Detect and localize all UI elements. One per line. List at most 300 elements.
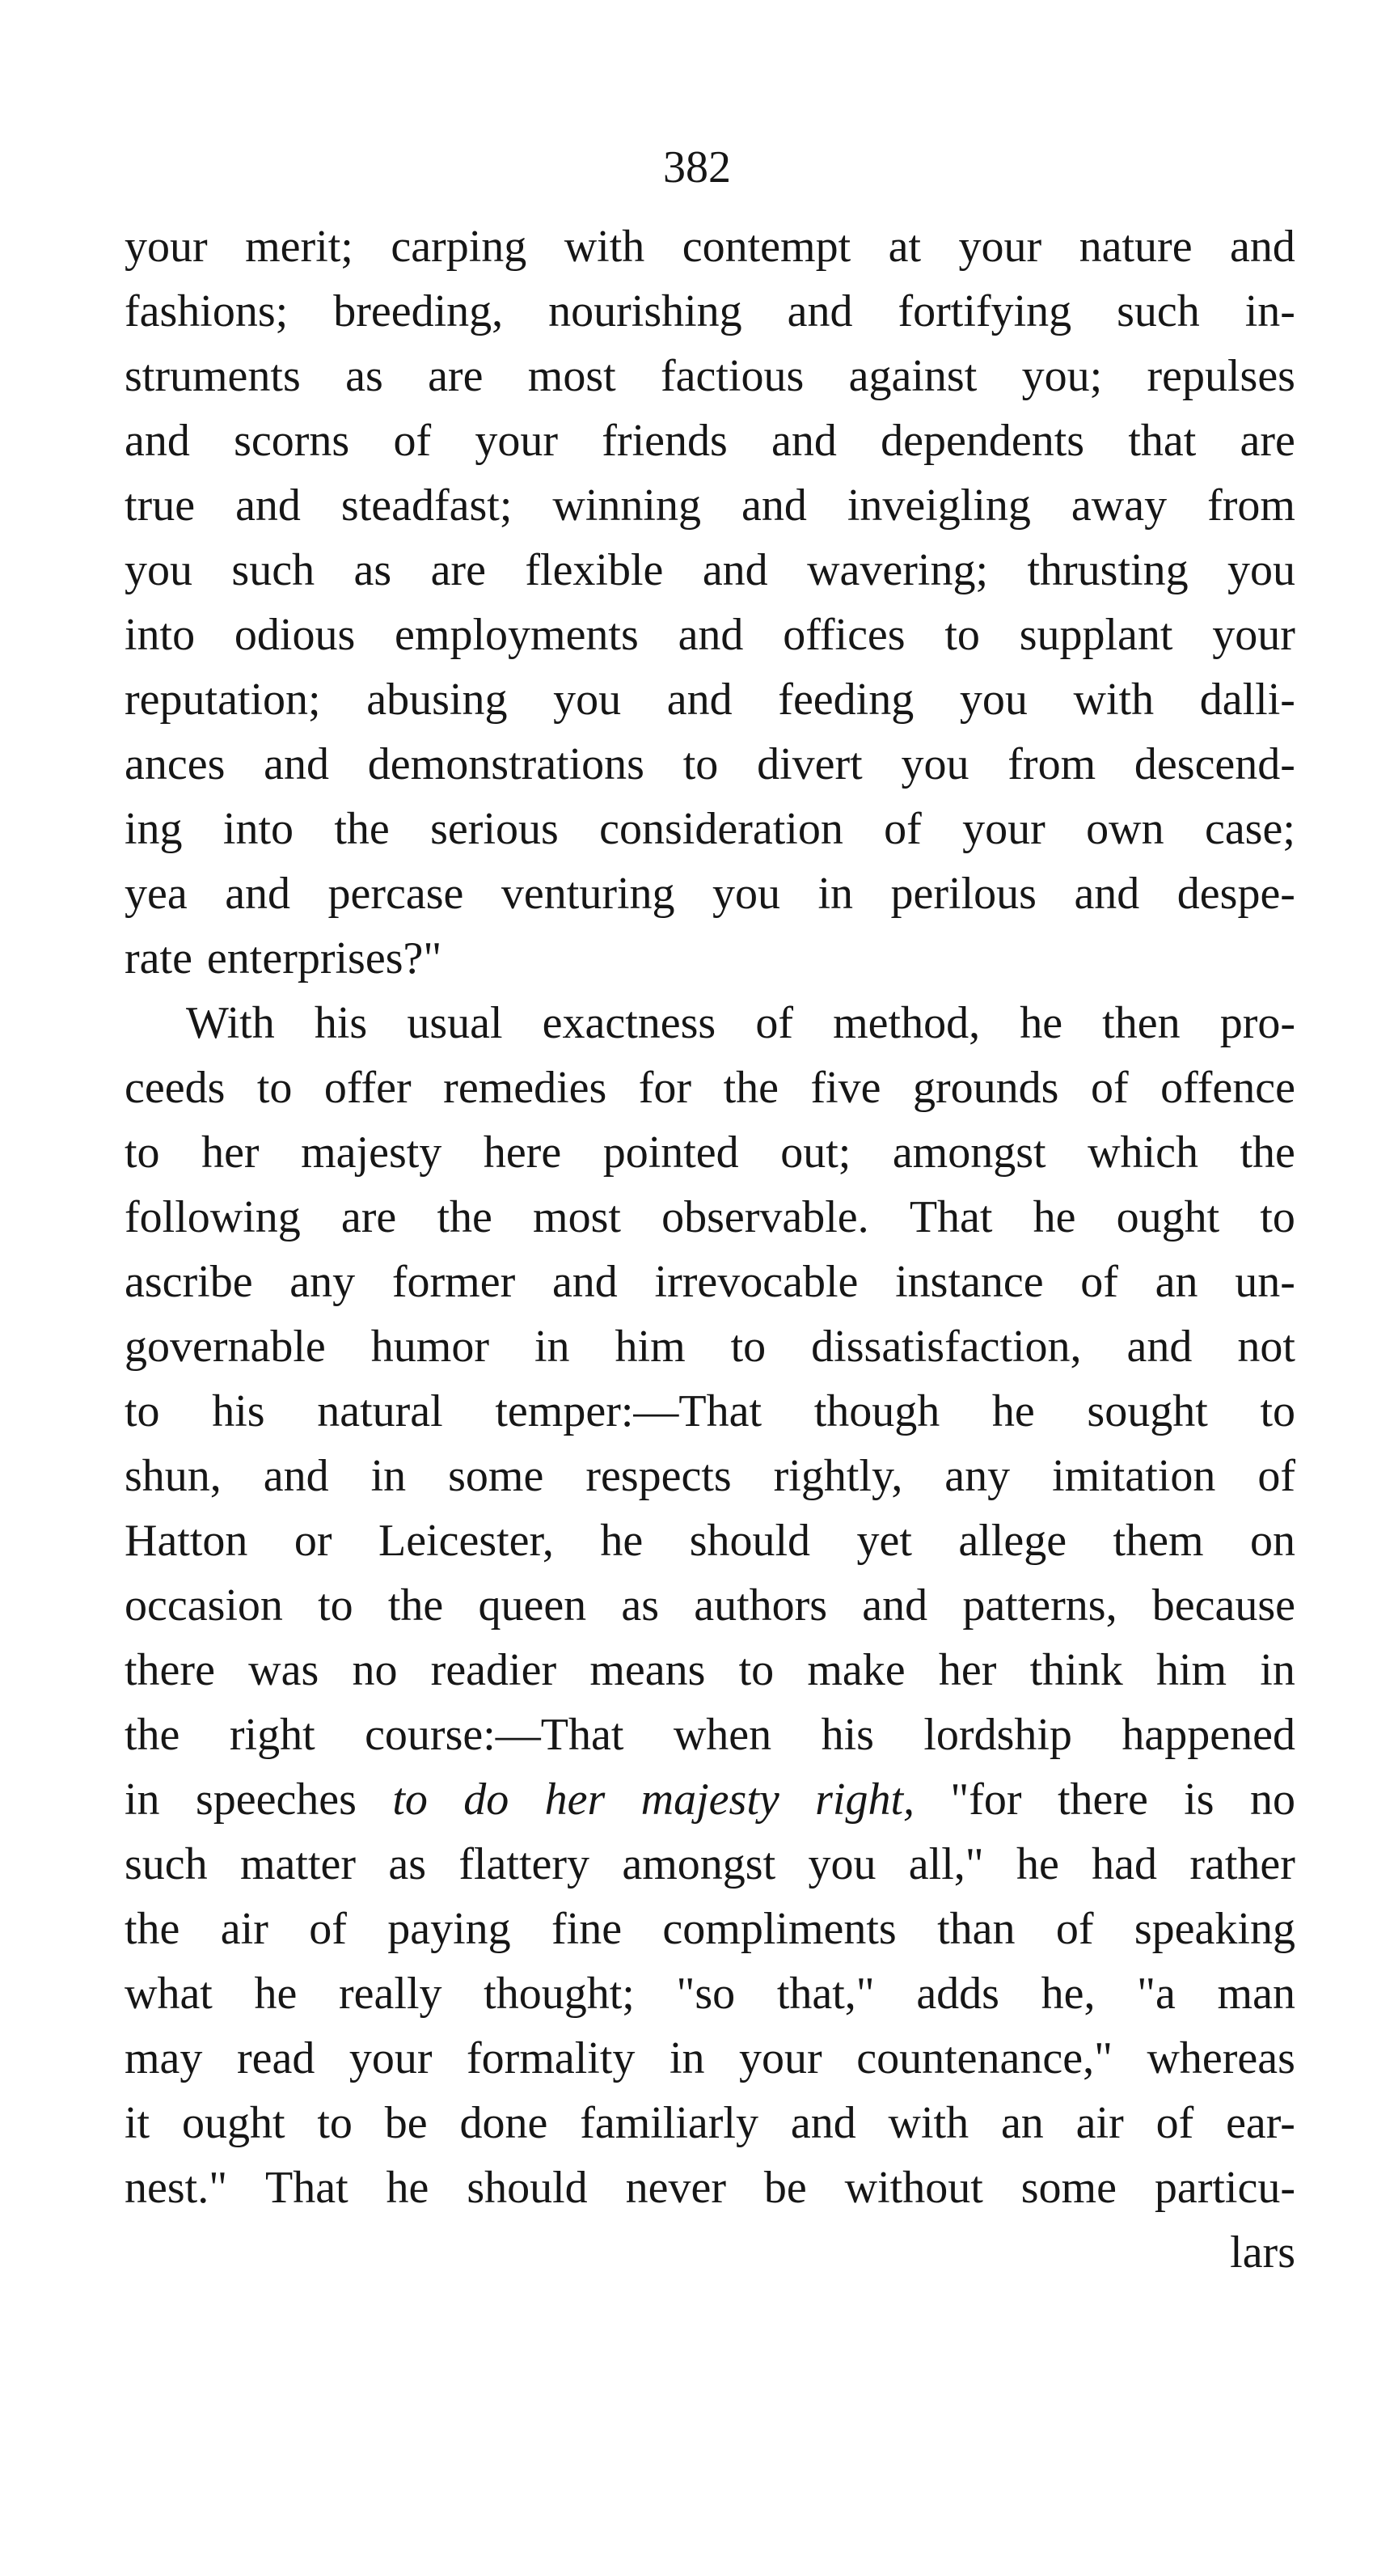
text-line	[125, 1961, 1295, 2026]
word: his	[314, 998, 368, 1048]
word: and	[666, 675, 733, 725]
word: patterns,	[962, 1580, 1117, 1631]
word: ought	[181, 2098, 285, 2148]
word: the	[334, 804, 390, 854]
word: such	[125, 1839, 208, 1889]
word: of	[309, 1904, 347, 1954]
word: an	[1155, 1257, 1198, 1307]
word: respects	[585, 1451, 732, 1501]
word: as	[345, 351, 383, 401]
text-line	[125, 279, 1295, 344]
word: was	[248, 1645, 319, 1695]
word: some	[448, 1451, 544, 1501]
word: That	[265, 2163, 348, 2213]
word: Leicester,	[378, 1516, 554, 1566]
word: and	[235, 480, 301, 531]
word: the	[387, 1580, 444, 1631]
word: formality	[467, 2033, 636, 2083]
word: compliments	[662, 1904, 897, 1954]
word: your	[962, 804, 1046, 854]
word: With	[186, 998, 275, 1048]
word: out;	[780, 1127, 851, 1178]
word: an	[1000, 2098, 1044, 2148]
word: paying	[387, 1904, 511, 1954]
word: usual	[407, 998, 503, 1048]
word: to	[738, 1645, 775, 1695]
text-line	[125, 861, 1295, 926]
word: in	[669, 2033, 705, 2083]
word: offence	[1160, 1063, 1295, 1113]
word: That	[909, 1192, 993, 1242]
word: and	[787, 286, 853, 336]
word: to	[256, 1063, 293, 1113]
word: into	[125, 610, 196, 660]
word: employments	[395, 610, 639, 660]
text-line	[125, 1573, 1295, 1638]
word: no	[352, 1645, 398, 1695]
word: thought;	[484, 1969, 635, 2019]
word: pro-	[1219, 998, 1295, 1048]
text-line	[125, 2091, 1295, 2155]
word: instance	[895, 1257, 1044, 1307]
text-line	[125, 1638, 1295, 1703]
word: observable.	[661, 1192, 869, 1242]
word: speaking	[1134, 1904, 1295, 1954]
word: to	[1260, 1386, 1295, 1436]
word: pointed	[602, 1127, 739, 1178]
word: that	[1128, 416, 1197, 466]
word: offices	[783, 610, 906, 660]
word: your	[739, 2033, 822, 2083]
word: here	[483, 1127, 562, 1178]
word: which	[1088, 1127, 1198, 1178]
word: at	[888, 222, 922, 272]
word: and	[1074, 869, 1140, 919]
word: you	[1227, 545, 1295, 595]
word: of	[1055, 1904, 1094, 1954]
word: of	[1155, 2098, 1194, 2148]
word: steadfast;	[340, 480, 513, 531]
word: contempt	[682, 222, 851, 272]
word: man	[1217, 1969, 1295, 2019]
word: fashions;	[125, 286, 289, 336]
word: the	[723, 1063, 779, 1113]
word: to	[125, 1127, 160, 1178]
word: he	[254, 1969, 298, 2019]
word: read	[236, 2033, 315, 2083]
word: authors	[694, 1580, 828, 1631]
text-line	[125, 667, 1295, 732]
text-line	[125, 1444, 1295, 1508]
word: consideration	[599, 804, 843, 854]
word: thrusting	[1027, 545, 1189, 595]
word: he	[1020, 998, 1063, 1048]
word: natural	[317, 1386, 443, 1436]
word: air	[220, 1904, 268, 1954]
word: your	[125, 222, 208, 272]
text-line	[125, 1379, 1295, 1444]
word: reputation;	[125, 675, 321, 725]
word: him	[1155, 1645, 1227, 1695]
word: lordship	[923, 1710, 1072, 1760]
word: and	[678, 610, 744, 660]
text-line	[125, 732, 1295, 797]
word: wavering;	[807, 545, 989, 595]
word: never	[625, 2163, 726, 2213]
word: in	[534, 1322, 570, 1372]
word: Hatton	[125, 1516, 248, 1566]
word: ances	[125, 739, 226, 789]
word: ing	[125, 804, 183, 854]
word: right	[229, 1710, 315, 1760]
word: such	[231, 545, 315, 595]
word: your	[348, 2033, 433, 2083]
word: should	[467, 2163, 588, 2213]
word: of	[755, 998, 793, 1048]
word: really	[339, 1969, 442, 2019]
word: as	[353, 545, 392, 595]
word: no	[1249, 1774, 1295, 1825]
word: in	[1260, 1645, 1295, 1695]
word: winning	[552, 480, 701, 531]
word: rate	[125, 933, 192, 983]
word: as	[621, 1580, 660, 1631]
word: what	[125, 1969, 213, 2019]
word: the	[437, 1192, 492, 1242]
word: merit;	[245, 222, 353, 272]
word: familiarly	[580, 2098, 758, 2148]
word: speeches	[195, 1774, 357, 1825]
word: with	[564, 222, 645, 272]
word: he	[991, 1386, 1035, 1436]
word: lars	[1230, 2227, 1295, 2278]
word: are	[428, 351, 484, 401]
word: of	[1080, 1257, 1118, 1307]
word: occasion	[125, 1580, 283, 1631]
word: humor	[370, 1322, 489, 1372]
word: of	[884, 804, 922, 854]
word: there	[1057, 1774, 1148, 1825]
text-line	[125, 603, 1295, 667]
word: sought	[1087, 1386, 1208, 1436]
word: are	[340, 1192, 397, 1242]
word: true	[125, 480, 196, 531]
word: enterprises?"	[206, 933, 442, 983]
word: her	[938, 1645, 997, 1695]
word: and	[225, 869, 291, 919]
word: matter	[239, 1839, 357, 1889]
text-line	[125, 538, 1295, 603]
word: offer	[323, 1063, 412, 1113]
word: divert	[757, 739, 863, 789]
word: ought	[1116, 1192, 1220, 1242]
word: of	[1257, 1451, 1295, 1501]
word: allege	[958, 1516, 1067, 1566]
word: breeding,	[333, 286, 504, 336]
word: repulses	[1147, 351, 1295, 401]
word: you	[712, 869, 781, 919]
word: do	[463, 1774, 509, 1825]
text-line	[125, 2220, 1295, 2285]
word: of	[1090, 1063, 1129, 1113]
word: against	[848, 351, 978, 401]
word: countenance,"	[856, 2033, 1113, 2083]
word: and	[263, 1451, 329, 1501]
word: and	[1126, 1322, 1193, 1372]
word: and	[264, 739, 329, 789]
text-line	[125, 1185, 1295, 1250]
word: odious	[234, 610, 356, 660]
word: flattery	[458, 1839, 590, 1889]
word: done	[459, 2098, 548, 2148]
word: dependents	[881, 416, 1085, 466]
word: factious	[661, 351, 805, 401]
word: ascribe	[125, 1257, 253, 1307]
word: readier	[430, 1645, 557, 1695]
word: particu-	[1154, 2163, 1295, 2213]
word: to	[392, 1774, 428, 1825]
word: descend-	[1134, 739, 1295, 789]
word: as	[388, 1839, 427, 1889]
word: think	[1029, 1645, 1123, 1695]
word: with	[1073, 675, 1155, 725]
word: following	[125, 1192, 301, 1242]
word: you	[553, 675, 622, 725]
word: amongst	[622, 1839, 776, 1889]
word: your	[1212, 610, 1295, 660]
word: feeding	[778, 675, 915, 725]
word: nature	[1079, 222, 1193, 272]
word: in-	[1244, 286, 1295, 336]
word: happened	[1122, 1710, 1295, 1760]
word: or	[294, 1516, 332, 1566]
word: temper:—That	[495, 1386, 762, 1436]
word: than	[937, 1904, 1016, 1954]
word: exactness	[542, 998, 716, 1048]
word: inveigling	[847, 480, 1031, 531]
word: from	[1207, 480, 1295, 531]
text-line	[125, 473, 1295, 538]
word: in	[125, 1774, 160, 1825]
word: majesty	[301, 1127, 442, 1178]
word: he	[1033, 1192, 1076, 1242]
word: demonstrations	[367, 739, 644, 789]
word: be	[763, 2163, 807, 2213]
word: to	[944, 610, 980, 660]
word: means	[589, 1645, 706, 1695]
word: "so	[676, 1969, 736, 2019]
word: amongst	[892, 1127, 1046, 1178]
word: though	[813, 1386, 940, 1436]
word: majesty	[640, 1774, 779, 1825]
word: grounds	[913, 1063, 1059, 1113]
word: fine	[551, 1904, 623, 1954]
word: you	[959, 675, 1028, 725]
word: is	[1184, 1774, 1214, 1825]
word: some	[1020, 2163, 1117, 2213]
word: own	[1086, 804, 1164, 854]
word: supplant	[1019, 610, 1173, 660]
word: nourishing	[548, 286, 742, 336]
word: fortifying	[898, 286, 1072, 336]
word: "for	[950, 1774, 1022, 1825]
word: the	[125, 1710, 180, 1760]
word: serious	[430, 804, 559, 854]
word: of	[393, 416, 432, 466]
word: such	[1117, 286, 1200, 336]
word: on	[1249, 1516, 1295, 1566]
word: yea	[125, 869, 188, 919]
text-line	[125, 1120, 1295, 1185]
text-line	[125, 797, 1295, 861]
word: had	[1092, 1839, 1157, 1889]
word: to	[1260, 1192, 1295, 1242]
word: queen	[478, 1580, 587, 1631]
word: air	[1075, 2098, 1124, 2148]
word: him	[615, 1322, 686, 1372]
word: and	[702, 545, 768, 595]
word: are	[430, 545, 486, 595]
word: to	[682, 739, 719, 789]
word: the	[1240, 1127, 1295, 1178]
word: your	[958, 222, 1042, 272]
word: from	[1007, 739, 1096, 789]
text-line	[125, 1767, 1295, 1832]
word: perilous	[890, 869, 1037, 919]
word: he	[1016, 1839, 1059, 1889]
word: her	[201, 1127, 260, 1178]
word: should	[689, 1516, 811, 1566]
word: are	[1240, 416, 1295, 466]
word: you	[901, 739, 969, 789]
text-line	[125, 2026, 1295, 2091]
word: his	[212, 1386, 265, 1436]
text-line	[125, 1055, 1295, 1120]
word: any	[289, 1257, 356, 1307]
word: to	[125, 1386, 160, 1436]
word: governable	[125, 1322, 326, 1372]
text-line	[125, 1250, 1295, 1314]
word: you;	[1021, 351, 1103, 401]
word: to	[317, 2098, 353, 2148]
word: make	[807, 1645, 906, 1695]
word: five	[810, 1063, 881, 1113]
word: and	[741, 480, 807, 531]
word: not	[1237, 1322, 1295, 1372]
word: you	[125, 545, 192, 595]
word: un-	[1235, 1257, 1295, 1307]
word: imitation	[1052, 1451, 1216, 1501]
word: nest."	[125, 2163, 228, 2213]
word: friends	[602, 416, 728, 466]
word: into	[222, 804, 294, 854]
word: without	[844, 2163, 983, 2213]
text-line	[125, 1703, 1295, 1767]
word: despe-	[1176, 869, 1295, 919]
word: whereas	[1147, 2033, 1295, 2083]
word: your	[475, 416, 559, 466]
word: he	[600, 1516, 644, 1566]
word: most	[533, 1192, 621, 1242]
word: he	[386, 2163, 429, 2213]
page-number: 382	[663, 142, 731, 192]
word: for	[638, 1063, 692, 1113]
word: yet	[856, 1516, 912, 1566]
word: he,	[1041, 1969, 1096, 2019]
word: and	[862, 1580, 928, 1631]
word: in	[370, 1451, 407, 1501]
word: case;	[1204, 804, 1295, 854]
text-line	[125, 214, 1295, 279]
word: any	[944, 1451, 1011, 1501]
word: struments	[125, 351, 301, 401]
text-line	[125, 1508, 1295, 1573]
word: former	[391, 1257, 516, 1307]
text-line	[125, 1832, 1295, 1897]
word: irrevocable	[654, 1257, 859, 1307]
text-line	[125, 2155, 1295, 2220]
word: in	[817, 869, 854, 919]
word: and	[771, 416, 837, 466]
word: with	[888, 2098, 969, 2148]
word: may	[125, 2033, 203, 2083]
word: "a	[1137, 1969, 1176, 2019]
word: rightly,	[773, 1451, 903, 1501]
word: then	[1102, 998, 1181, 1048]
word: venturing	[501, 869, 675, 919]
text-line	[125, 1897, 1295, 1961]
text-line	[125, 1314, 1295, 1379]
word: ceeds	[125, 1063, 226, 1113]
word: remedies	[443, 1063, 607, 1113]
word: and	[1230, 222, 1295, 272]
word: you	[808, 1839, 877, 1889]
word: abusing	[366, 675, 508, 725]
word: carping	[391, 222, 527, 272]
word: rather	[1189, 1839, 1295, 1889]
word: the	[125, 1904, 180, 1954]
word: to	[730, 1322, 767, 1372]
word: course:—That	[365, 1710, 624, 1760]
word: be	[384, 2098, 428, 2148]
word: shun,	[125, 1451, 222, 1501]
word: dissatisfaction,	[811, 1322, 1082, 1372]
word: to	[318, 1580, 353, 1631]
word: and	[551, 1257, 618, 1307]
text-line	[125, 344, 1295, 408]
word: them	[1113, 1516, 1204, 1566]
word: away	[1071, 480, 1168, 531]
word: there	[125, 1645, 215, 1695]
word: ear-	[1226, 2098, 1295, 2148]
word: that,"	[776, 1969, 875, 2019]
body-text	[125, 214, 1295, 2285]
word: all,"	[908, 1839, 984, 1889]
word: and	[125, 416, 190, 466]
word: scorns	[234, 416, 350, 466]
word: when	[673, 1710, 772, 1760]
word: method,	[833, 998, 981, 1048]
word: because	[1151, 1580, 1295, 1631]
word: adds	[916, 1969, 999, 2019]
text-line	[125, 991, 1295, 1055]
word: percase	[327, 869, 464, 919]
word: most	[527, 351, 616, 401]
word: right,	[815, 1774, 915, 1825]
word: her	[544, 1774, 606, 1825]
text-line	[125, 408, 1295, 473]
word: and	[790, 2098, 856, 2148]
